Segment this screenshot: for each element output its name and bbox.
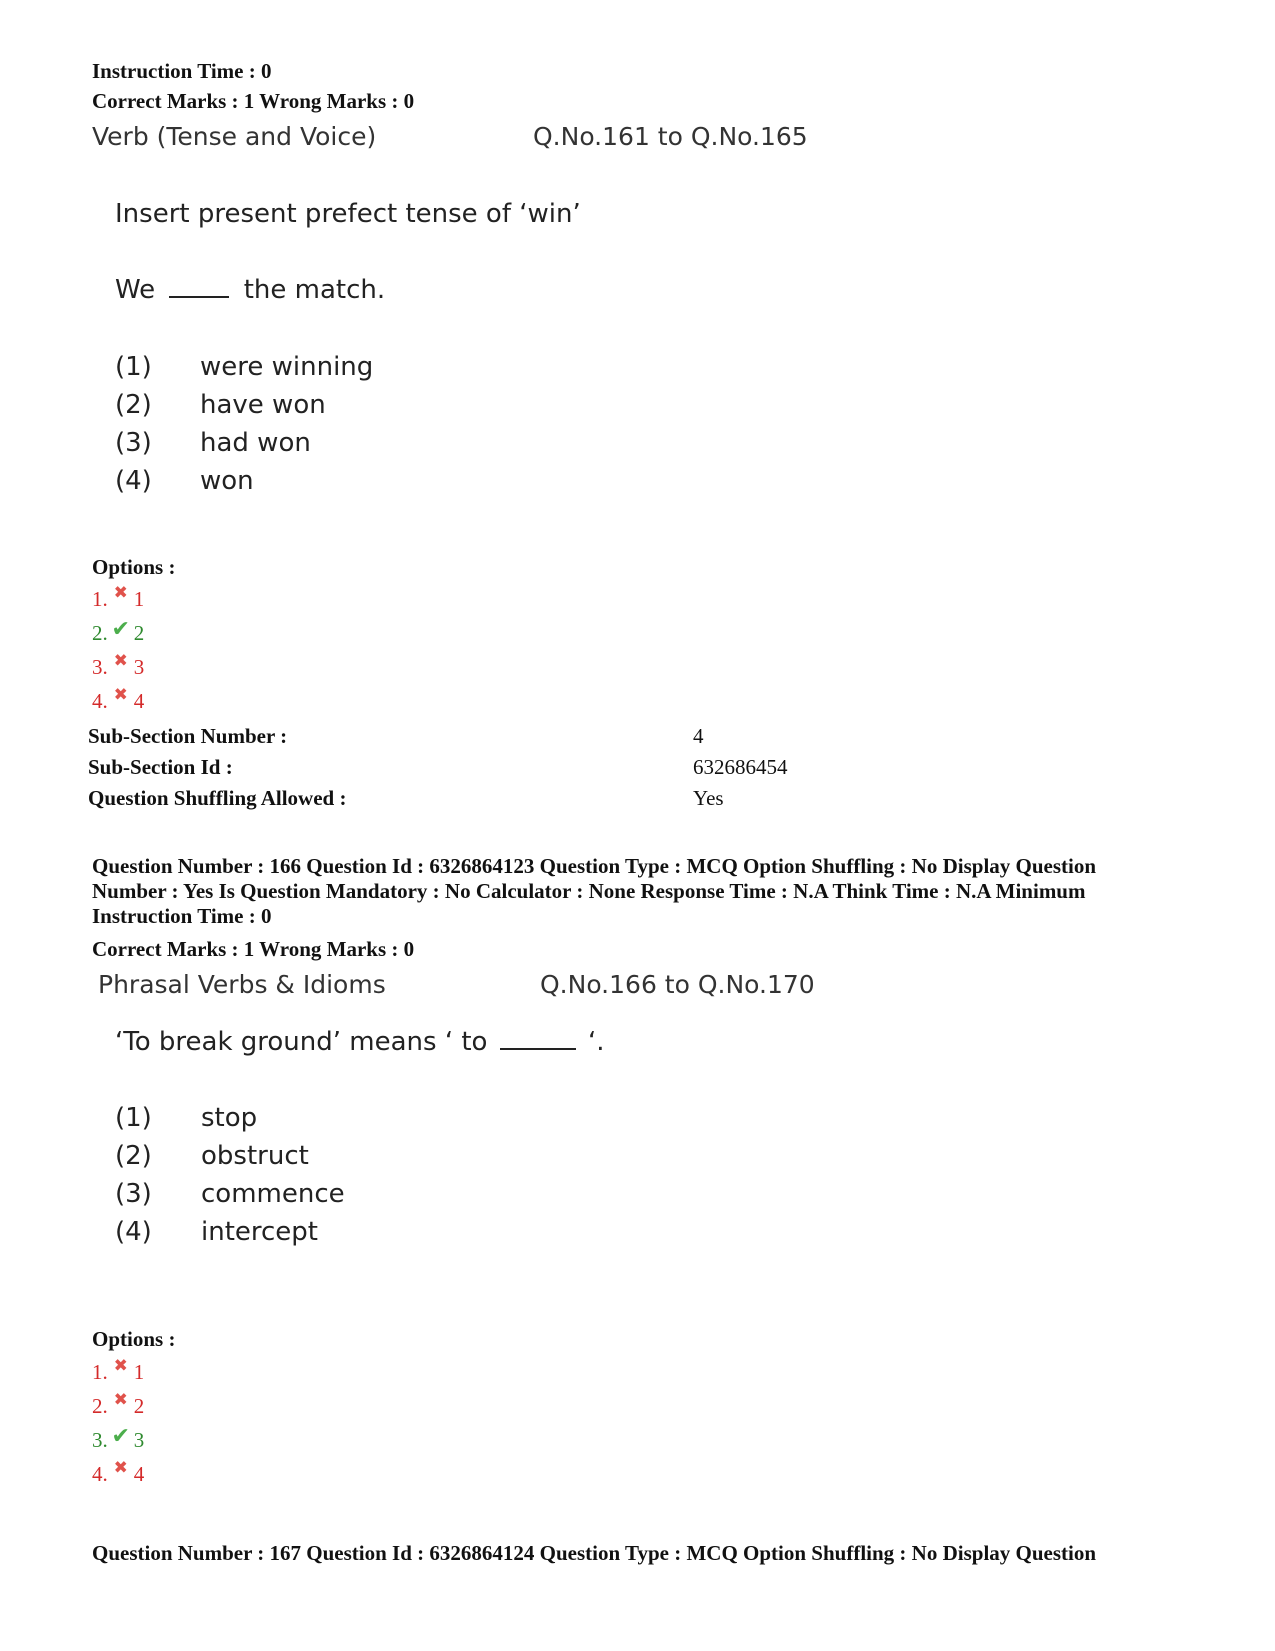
cross-icon: ✖ xyxy=(113,685,128,704)
section-range: Q.No.161 to Q.No.165 xyxy=(533,122,808,151)
instruction-time: Instruction Time : 0 xyxy=(92,59,272,83)
question-sentence xyxy=(115,1027,605,1057)
option-index: 4. xyxy=(92,689,108,713)
options-label: Options : xyxy=(92,1327,176,1351)
subsection-number-value: 4 xyxy=(693,724,704,748)
option-row xyxy=(92,584,144,614)
option-index: 2. xyxy=(92,621,108,645)
option-row xyxy=(92,652,144,682)
option-row xyxy=(92,1459,144,1489)
option-value: 1 xyxy=(133,1360,145,1384)
option-value: 3 xyxy=(133,655,145,679)
choice-text: obstruct xyxy=(201,1141,309,1171)
choice-text: stop xyxy=(201,1103,258,1133)
choice-number: (4) xyxy=(115,466,152,496)
subsection-id-label: Sub-Section Id : xyxy=(88,755,233,779)
question-header: Question Number : 166 Question Id : 6326864123 Question Type : MCQ Option Shuffling : No Display Question Number : Yes Is Question Mandatory : No Calculator : None Response Time : N.A Think Time : N.A Minimum Instruction Time : 0 xyxy=(92,854,1097,928)
option-value: 2 xyxy=(133,621,145,645)
question-sentence-end: ‘. xyxy=(588,1027,605,1057)
choice-text: had won xyxy=(200,428,311,458)
options-label: Options : xyxy=(92,555,176,579)
option-row xyxy=(92,1357,144,1387)
option-value: 3 xyxy=(133,1428,145,1452)
choice-number: (3) xyxy=(115,428,152,458)
question-sentence xyxy=(115,275,385,305)
answer-blank xyxy=(169,295,229,298)
option-value: 4 xyxy=(133,1462,145,1486)
choice-number: (1) xyxy=(115,352,152,382)
choice-number: (2) xyxy=(115,1141,152,1171)
option-index: 3. xyxy=(92,1428,108,1452)
section-title: Phrasal Verbs & Idioms xyxy=(98,970,386,999)
choice-text: commence xyxy=(201,1179,345,1209)
choice-number: (2) xyxy=(115,390,152,420)
option-row xyxy=(92,686,144,716)
cross-icon: ✖ xyxy=(113,1458,128,1477)
section-range: Q.No.166 to Q.No.170 xyxy=(540,970,815,999)
choice-number: (3) xyxy=(115,1179,152,1209)
choice-text: were winning xyxy=(200,352,374,382)
choice-number: (1) xyxy=(115,1103,152,1133)
cross-icon: ✖ xyxy=(113,1356,128,1375)
subsection-number-label: Sub-Section Number : xyxy=(88,724,288,748)
option-row xyxy=(92,618,144,648)
subsection-id-value: 632686454 xyxy=(693,755,788,779)
choice-number: (4) xyxy=(115,1217,152,1247)
answer-blank xyxy=(500,1047,576,1050)
choice-text: have won xyxy=(200,390,326,420)
option-index: 1. xyxy=(92,1360,108,1384)
marks-info: Correct Marks : 1 Wrong Marks : 0 xyxy=(92,89,415,113)
option-value: 4 xyxy=(133,689,145,713)
option-value: 2 xyxy=(133,1394,145,1418)
section-title: Verb (Tense and Voice) xyxy=(92,122,377,151)
choice-text: intercept xyxy=(201,1217,318,1247)
question-sentence-start: We xyxy=(115,275,156,305)
check-icon: ✔ xyxy=(111,1423,130,1448)
cross-icon: ✖ xyxy=(113,583,128,602)
question-sentence-start: ‘To break ground’ means ‘ to xyxy=(115,1027,488,1057)
option-row xyxy=(92,1391,144,1421)
shuffle-value: Yes xyxy=(693,786,724,810)
option-index: 3. xyxy=(92,655,108,679)
option-index: 2. xyxy=(92,1394,108,1418)
question-header: Question Number : 167 Question Id : 6326864124 Question Type : MCQ Option Shuffling : No Display Question xyxy=(92,1541,1097,1565)
choice-text: won xyxy=(200,466,254,496)
option-row xyxy=(92,1425,144,1455)
option-index: 1. xyxy=(92,587,108,611)
question-instruction: Insert present prefect tense of ‘win’ xyxy=(115,199,581,229)
shuffle-label: Question Shuffling Allowed : xyxy=(88,786,347,810)
cross-icon: ✖ xyxy=(113,1390,128,1409)
marks-info: Correct Marks : 1 Wrong Marks : 0 xyxy=(92,937,415,961)
question-sentence-end: the match. xyxy=(243,275,386,305)
option-value: 1 xyxy=(133,587,145,611)
check-icon: ✔ xyxy=(111,616,130,641)
cross-icon: ✖ xyxy=(113,651,128,670)
option-index: 4. xyxy=(92,1462,108,1486)
